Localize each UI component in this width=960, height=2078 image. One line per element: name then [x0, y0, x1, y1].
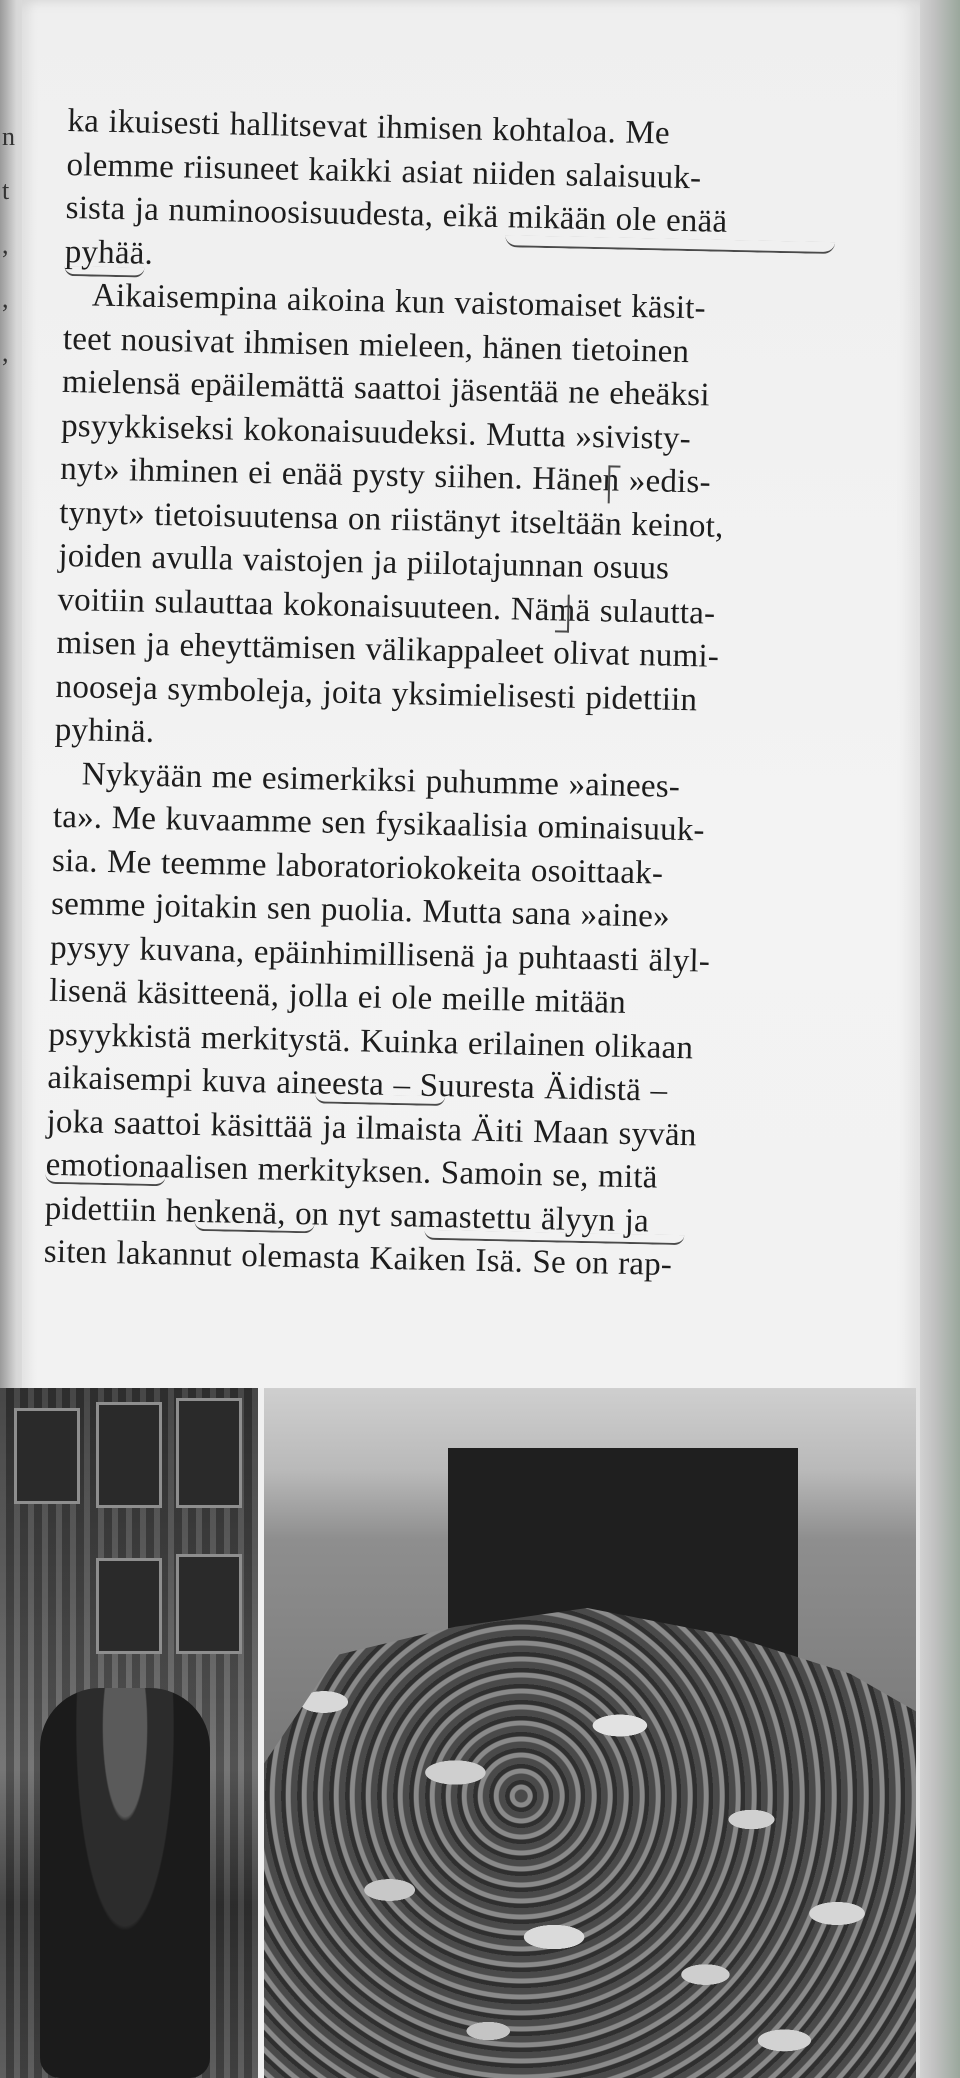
- soldier-figure: [40, 1688, 210, 2078]
- printed-photograph: [0, 1388, 916, 2078]
- text-line: Nykyään me esimerkiksi puhumme »ainees-: [81, 755, 681, 805]
- text-line: mielensä epäilemättä saattoi jäsentää ne eheäksi: [61, 363, 711, 414]
- text-line: psyykkiseksi kokonaisuudeksi. Mutta »sivisty-: [60, 407, 692, 457]
- text-line: sia. Me teemme laboratoriokokeita osoittaak-: [51, 842, 664, 892]
- building-window: [96, 1558, 162, 1654]
- pencil-underline-pyhaa: [64, 266, 144, 278]
- margin-fragment: t: [2, 176, 10, 205]
- pencil-bracket-kokonaisuuteen: [555, 594, 570, 632]
- text-line: olemme riisuneet kaikki asiat niiden salaisuuk-: [66, 146, 702, 196]
- text-line: Aikaisempina aikoina kun vaistomaiset käsit-: [91, 277, 707, 327]
- building-window: [96, 1402, 162, 1508]
- text-line: ka ikuisesti hallitsevat ihmisen kohtaloa. Me: [67, 102, 671, 152]
- text-line: lisenä käsitteenä, jolla ei ole meille mitään: [48, 972, 627, 1021]
- photo-shoe-pile: [258, 1388, 916, 2078]
- paragraph-1: [64, 100, 857, 291]
- margin-fragment: n: [2, 122, 15, 151]
- previous-page-text-fragments: [2, 110, 16, 380]
- margin-fragment: ,: [2, 284, 9, 313]
- text-line: emotionaalisen merkityksen. Samoin se, mitä: [45, 1146, 658, 1196]
- margin-fragment: ,: [2, 230, 9, 259]
- text-line: tynyt» tietoisuutensa on riistänyt itseltään keinot,: [58, 494, 724, 545]
- building-window: [14, 1408, 80, 1504]
- text-line: pyhää.: [64, 233, 154, 272]
- building-window: [176, 1398, 242, 1508]
- next-page-edge: [916, 0, 960, 2078]
- text-line: joka saattoi käsittää ja ilmaista Äiti Maan syvän: [46, 1103, 697, 1153]
- text-line: pidettiin henkenä, on nyt samastettu älyyn ja: [44, 1190, 650, 1239]
- photo-divider: [258, 1388, 264, 2078]
- text-line: pyhinä.: [54, 711, 155, 750]
- text-line: semme joitakin sen puolia. Mutta sana »aine»: [50, 885, 671, 935]
- text-line: sista ja numinoosisuudesta, eikä mikään ole enää: [65, 189, 728, 240]
- body-text: [43, 100, 857, 1291]
- text-line: siten lakannut olemasta Kaiken Isä. Se on rap-: [43, 1233, 673, 1283]
- paragraph-3: [43, 752, 844, 1290]
- margin-fragment: ,: [2, 338, 9, 367]
- text-line: psyykkistä merkitystä. Kuinka erilainen olikaan: [48, 1016, 694, 1066]
- text-line: voitiin sulauttaa kokonaisuuteen. Nämä sulautta-: [57, 581, 716, 632]
- text-line: pysyy kuvana, epäinhimillisenä ja puhtaasti älyl-: [49, 929, 711, 980]
- text-line: aikaisempi kuva aineesta – Suuresta Äidistä –: [47, 1059, 668, 1109]
- text-line: nyt» ihminen ei enää pysty siihen. Hänen »edis-: [59, 450, 712, 501]
- text-line: misen ja eheyttämisen välikappaleet olivat numi-: [56, 624, 720, 675]
- pencil-bracket-hanen: [608, 465, 621, 503]
- text-line: ta». Me kuvaamme sen fysikaalisia ominaisuuk-: [52, 798, 706, 849]
- paragraph-2: [54, 274, 854, 769]
- photo-street-scene: [0, 1388, 258, 2078]
- building-window: [176, 1554, 242, 1654]
- text-line: joiden avulla vaistojen ja piilotajunnan osuus: [58, 537, 670, 587]
- text-line: nooseja symboleja, joita yksimielisesti pidettiin: [55, 668, 698, 718]
- text-line: teet nousivat ihmisen mieleen, hänen tietoinen: [62, 320, 690, 370]
- shoe-pile: [258, 1608, 916, 2078]
